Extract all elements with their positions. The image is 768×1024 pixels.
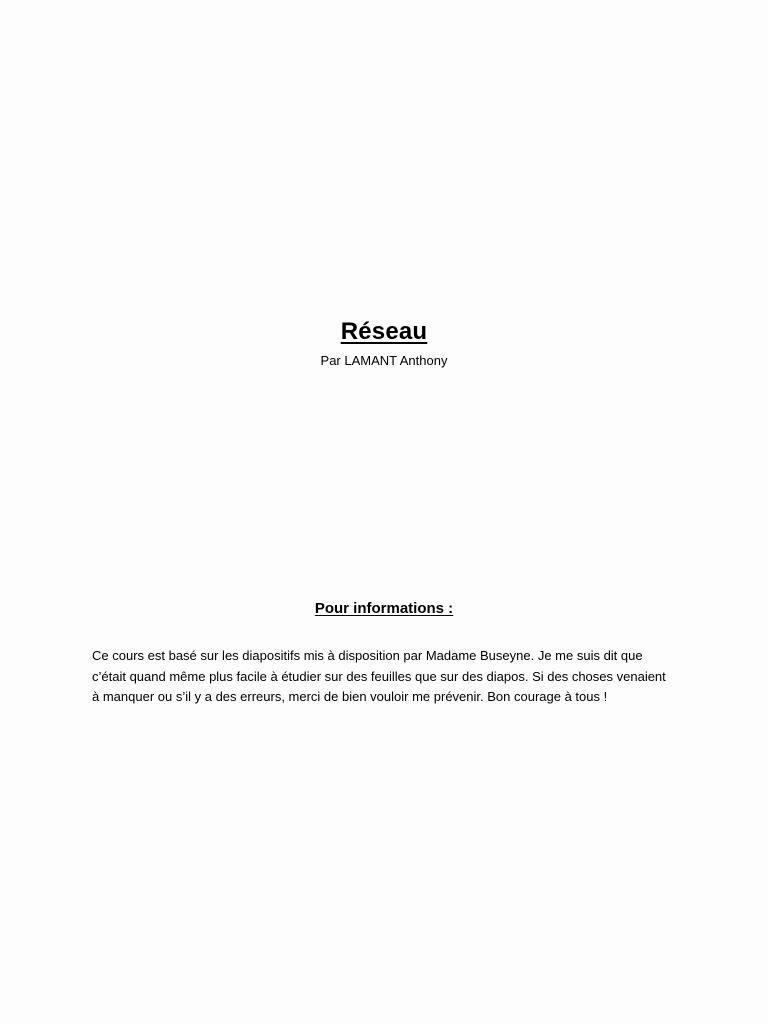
document-author: Par LAMANT Anthony [320,353,448,368]
info-paragraph: Ce cours est basé sur les diapositifs mis à disposition par Madame Buseyne. Je me suis dit que c’était quand même plus facile à étudier sur des feuilles que sur des diapos. Si des choses venaient à manquer ou s’il y a des erreurs, merci de bien vouloir me prévenir. Bon courage à tous ! [92,648,666,704]
document-title: Réseau [340,318,428,345]
info-heading: Pour informations : [314,600,454,617]
